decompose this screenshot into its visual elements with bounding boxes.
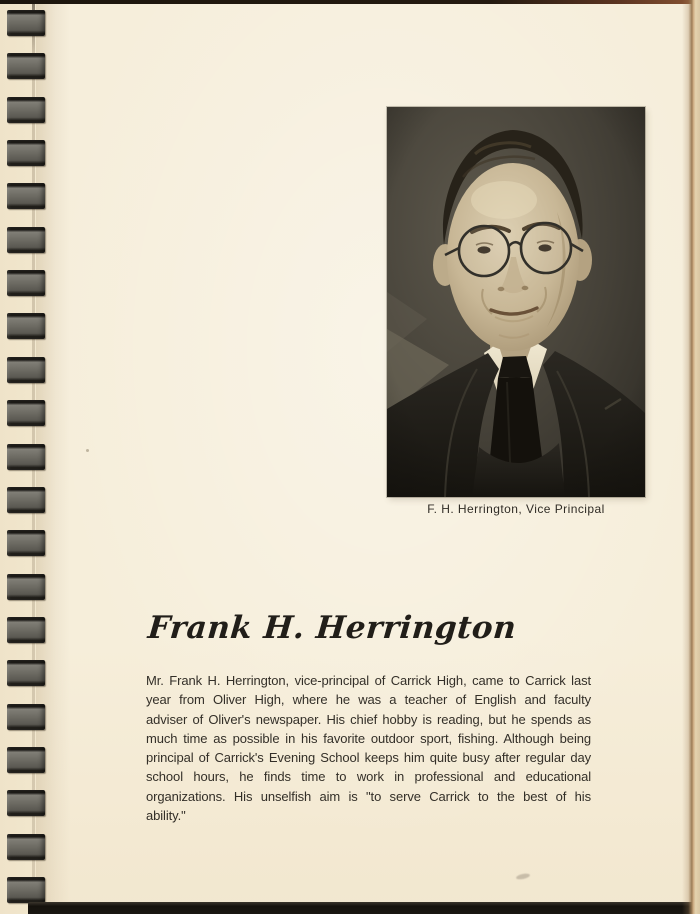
binding-tab [7, 790, 45, 816]
binding-tab [7, 444, 45, 470]
binding-tab [7, 487, 45, 513]
binding-tab [7, 183, 45, 209]
spiral-binding [0, 0, 56, 914]
binding-tab [7, 530, 45, 556]
page-right-edge [682, 0, 700, 914]
photo-caption: F. H. Herrington, Vice Principal [427, 502, 605, 516]
binding-tab [7, 877, 45, 903]
binding-tab [7, 400, 45, 426]
binding-tab [7, 747, 45, 773]
binding-tab [7, 660, 45, 686]
portrait-photo [387, 107, 645, 497]
scan-bottom-edge [28, 902, 694, 914]
binding-tab [7, 617, 45, 643]
binding-tab [7, 313, 45, 339]
binding-tab [7, 97, 45, 123]
binding-tab [7, 704, 45, 730]
smudge-mark [516, 873, 531, 881]
portrait-illustration [387, 107, 645, 497]
binding-tab [7, 53, 45, 79]
binding-tab [7, 574, 45, 600]
scan-top-edge [0, 0, 700, 4]
binding-tab [7, 140, 45, 166]
page-heading: Frank H. Herrington [146, 610, 518, 646]
binding-tab [7, 834, 45, 860]
paper-speck [86, 449, 89, 452]
binding-tab [7, 357, 45, 383]
photo-vignette [387, 107, 645, 497]
binding-tab [7, 227, 45, 253]
binding-tab [7, 270, 45, 296]
bio-paragraph: Mr. Frank H. Herrington, vice-principal of Carrick High, came to Carrick last year from Oliver High, where he was a teacher of English and faculty adviser of Oliver's newspaper. His chief hobby is reading, but he spends as much time as possible in his favorite outdoor sport, fishing. Although being principal of Carrick's Evening School keeps him quite busy after regular day school hours, he finds time to work in professional and educational organizations. His unselfish aim is "to serve Carrick to the best of his ability." [146, 673, 591, 824]
binding-tab [7, 10, 45, 36]
